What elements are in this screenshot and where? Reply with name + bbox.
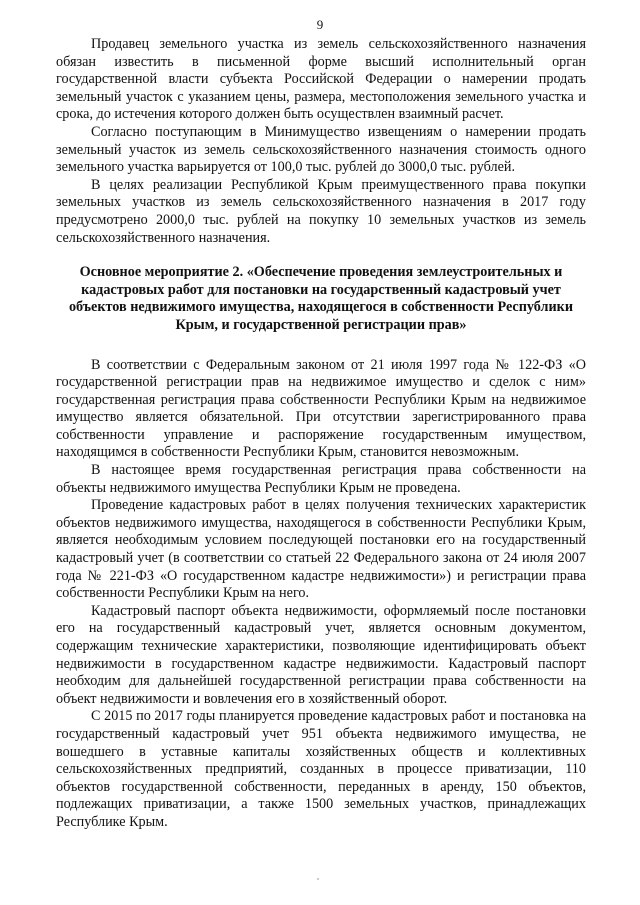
scan-artifact [317,878,319,880]
paragraph-cadastral-works: Проведение кадастровых работ в целях получения технических характеристик объектов недвижимого имущества, находящегося в собственности Республики Крым, является необходимым условием последующей постановки его на государственный кадастровый учет (в соответствии со статьей 22 Федерального закона от 24 июля 2007 года № 221-ФЗ «О государственном кадастре недвижимости») и регистрации права собственности Республики Крым на него. [56,497,586,602]
paragraph-federal-law: В соответствии с Федеральным законом от 21 июля 1997 года № 122-ФЗ «О государственной регистрации прав на недвижимое имущество и сделок с ним» государственная регистрация права собственности Республики Крым на недвижимое имущество является обязательной. При отсутствии зарегистрированного права собственности управление и распоряжение государственным имуществом, находящимся в собственности Республики Крым, становится невозможным. [56,356,586,461]
section-heading: Основное мероприятие 2. «Обеспечение проведения землеустроительных и кадастровых работ для постановки на государственный кадастровый учет объектов недвижимого имущества, находящегося в собственности Республики Крым, и государственной регистрации прав» [68,264,574,333]
paragraph-purchase-plan: В целях реализации Республикой Крым преимущественного права покупки земельных участков из земель сельскохозяйственного назначения в 2017 году предусмотрено 2000,0 тыс. рублей на покупку 10 земельных участков из земель сельскохозяйственного назначения. [56,176,586,246]
paragraph-plan-2015-2017: С 2015 по 2017 годы планируется проведение кадастровых работ и постановка на государственный кадастровый учет 951 объекта недвижимого имущества, не вошедшего в уставные капиталы хозяйственных обществ и коллективных сельскохозяйственных предприятий, созданных в процессе приватизации, 110 объектов государственной собственности, переданных в аренду, 150 объектов, подлежащих приватизации, а также 1500 земельных участков, принадлежащих Республике Крым. [56,708,586,830]
paragraph-seller-obligation: Продавец земельного участка из земель сельскохозяйственного назначения обязан известить в письменной форме высший исполнительный орган государственной власти субъекта Российской Федерации о намерении продать земельный участок с указанием цены, размера, местоположения земельного участка и срока, до истечения которого должен быть осуществлен взаимный расчет. [56,36,586,123]
paragraph-registration-status: В настоящее время государственная регистрация права собственности на объекты недвижимого имущества Республики Крым не проведена. [56,462,586,496]
page-number: 9 [316,17,324,32]
paragraph-cadastral-passport: Кадастровый паспорт объекта недвижимости, оформляемый после постановки его на государственный кадастровый учет, является основным документом, содержащим технические характеристики, позволяющие идентифицировать объект недвижимости в государственном кадастре недвижимости. Кадастровый паспорт необходим для дальнейшей государственной регистрации права собственности на объект недвижимости и вовлечения его в хозяйственный оборот. [56,602,586,707]
paragraph-price-range: Согласно поступающим в Минимущество извещениям о намерении продать земельный участок из земель сельскохозяйственного назначения стоимость одного земельного участка варьируется от 100,0 тыс. рублей до 3000,0 тыс. рублей. [56,123,586,176]
document-body [56,36,586,832]
